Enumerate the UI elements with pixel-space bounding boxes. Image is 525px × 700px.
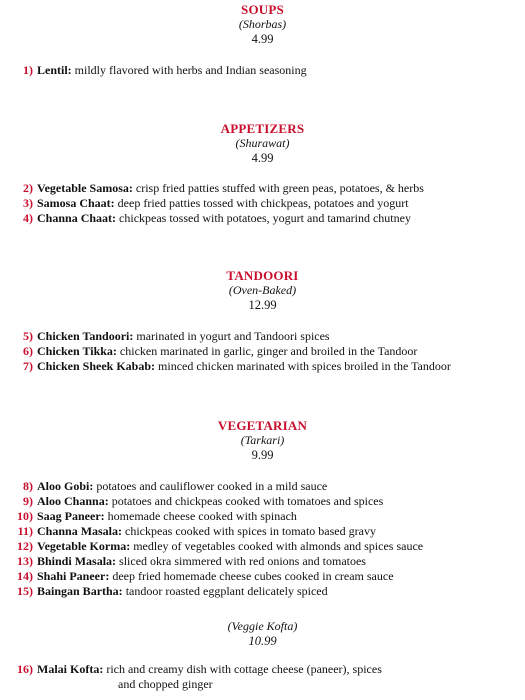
item-name: Chicken Tikka: bbox=[37, 344, 117, 358]
menu-item bbox=[0, 181, 525, 196]
menu-item bbox=[0, 63, 525, 78]
item-description: potatoes and chickpeas cooked with tomatoes and spices bbox=[108, 494, 384, 508]
item-number: 3) bbox=[23, 196, 33, 210]
item-description: minced chicken marinated with spices broiled in the Tandoor bbox=[155, 359, 451, 373]
item-number: 5) bbox=[23, 329, 33, 343]
item-name: Channa Chaat: bbox=[37, 211, 117, 225]
section-price: 12.99 bbox=[248, 298, 277, 312]
item-name: Vegetable Samosa: bbox=[37, 181, 133, 195]
soups-header bbox=[0, 2, 525, 47]
menu-item bbox=[0, 494, 525, 509]
item-description: crisp fried patties stuffed with green peas, potatoes, & herbs bbox=[132, 181, 424, 195]
kofta-header bbox=[0, 619, 525, 649]
item-description: chicken marinated in garlic, ginger and broiled in the Tandoor bbox=[116, 344, 418, 358]
menu-item bbox=[0, 539, 525, 554]
item-name: Vegetable Korma: bbox=[37, 539, 131, 553]
section-price: 10.99 bbox=[248, 634, 277, 648]
section-subtitle: (Shurawat) bbox=[235, 136, 290, 150]
section-subtitle: (Veggie Kofta) bbox=[227, 619, 298, 633]
item-number: 16) bbox=[17, 662, 33, 676]
item-number: 14) bbox=[17, 569, 33, 583]
section-title: SOUPS bbox=[241, 2, 284, 17]
soups-items bbox=[0, 63, 525, 78]
menu-item bbox=[0, 524, 525, 539]
menu-item bbox=[0, 584, 525, 599]
item-name: Malai Kofta: bbox=[37, 662, 104, 676]
item-name: Chicken Tandoori: bbox=[37, 329, 134, 343]
item-description: potatoes and cauliflower cooked in a mild sauce bbox=[93, 479, 328, 493]
item-name: Aloo Gobi: bbox=[37, 479, 94, 493]
section-subtitle: (Oven-Baked) bbox=[228, 283, 297, 297]
item-name: Samosa Chaat: bbox=[37, 196, 115, 210]
item-number: 11) bbox=[17, 524, 33, 538]
section-price: 9.99 bbox=[251, 448, 274, 462]
section-title: APPETIZERS bbox=[220, 121, 305, 136]
tandoori-header bbox=[0, 268, 525, 313]
item-description: medley of vegetables cooked with almonds and spices sauce bbox=[130, 539, 424, 553]
item-name: Aloo Channa: bbox=[37, 494, 109, 508]
item-name: Saag Paneer: bbox=[37, 509, 105, 523]
item-name: Lentil: bbox=[37, 63, 72, 77]
item-number: 8) bbox=[23, 479, 33, 493]
item-number: 13) bbox=[17, 554, 33, 568]
item-description: deep fried patties tossed with chickpeas, potatoes and yogurt bbox=[114, 196, 409, 210]
appetizers-items bbox=[0, 181, 525, 226]
item-description: tandoor roasted eggplant delicately spiced bbox=[122, 584, 328, 598]
menu-item bbox=[0, 344, 525, 359]
menu-item bbox=[0, 211, 525, 226]
menu-item bbox=[0, 329, 525, 344]
section-title: VEGETARIAN bbox=[217, 418, 308, 433]
section-subtitle: (Shorbas) bbox=[238, 17, 287, 31]
item-number: 9) bbox=[23, 494, 33, 508]
item-number: 15) bbox=[17, 584, 33, 598]
menu-item bbox=[0, 359, 525, 374]
item-number: 10) bbox=[17, 509, 33, 523]
kofta-items bbox=[0, 662, 525, 691]
item-description: rich and creamy dish with cottage cheese (paneer), spices bbox=[103, 662, 382, 676]
item-description: chickpeas tossed with potatoes, yogurt and tamarind chutney bbox=[116, 211, 411, 225]
item-name: Bhindi Masala: bbox=[37, 554, 117, 568]
item-description: mildly flavored with herbs and Indian seasoning bbox=[71, 63, 307, 77]
item-description-continuation: and chopped ginger bbox=[118, 677, 213, 691]
item-description: homemade cheese cooked with spinach bbox=[104, 509, 297, 523]
item-description: sliced okra simmered with red onions and tomatoes bbox=[116, 554, 366, 568]
item-name: Channa Masala: bbox=[37, 524, 123, 538]
menu-item bbox=[0, 509, 525, 524]
item-number: 2) bbox=[23, 181, 33, 195]
section-price: 4.99 bbox=[251, 32, 274, 46]
item-description: marinated in yogurt and Tandoori spices bbox=[133, 329, 330, 343]
item-number: 12) bbox=[17, 539, 33, 553]
item-number: 7) bbox=[23, 359, 33, 373]
item-name: Shahi Paneer: bbox=[37, 569, 110, 583]
menu-item bbox=[0, 662, 525, 677]
vegetarian-header bbox=[0, 418, 525, 463]
menu-item bbox=[0, 196, 525, 211]
item-description: chickpeas cooked with spices in tomato based gravy bbox=[122, 524, 376, 538]
menu-item bbox=[0, 479, 525, 494]
section-subtitle: (Tarkari) bbox=[240, 433, 285, 447]
appetizers-header bbox=[0, 121, 525, 166]
item-name: Baingan Bartha: bbox=[37, 584, 123, 598]
section-title: TANDOORI bbox=[226, 268, 299, 283]
item-number: 1) bbox=[23, 63, 33, 77]
item-description: deep fried homemade cheese cubes cooked in cream sauce bbox=[109, 569, 394, 583]
item-number: 4) bbox=[23, 211, 33, 225]
menu-item bbox=[0, 569, 525, 584]
item-name: Chicken Sheek Kabab: bbox=[37, 359, 156, 373]
menu-item bbox=[0, 554, 525, 569]
item-number: 6) bbox=[23, 344, 33, 358]
section-price: 4.99 bbox=[251, 151, 274, 165]
vegetarian-items bbox=[0, 479, 525, 599]
tandoori-items bbox=[0, 329, 525, 374]
